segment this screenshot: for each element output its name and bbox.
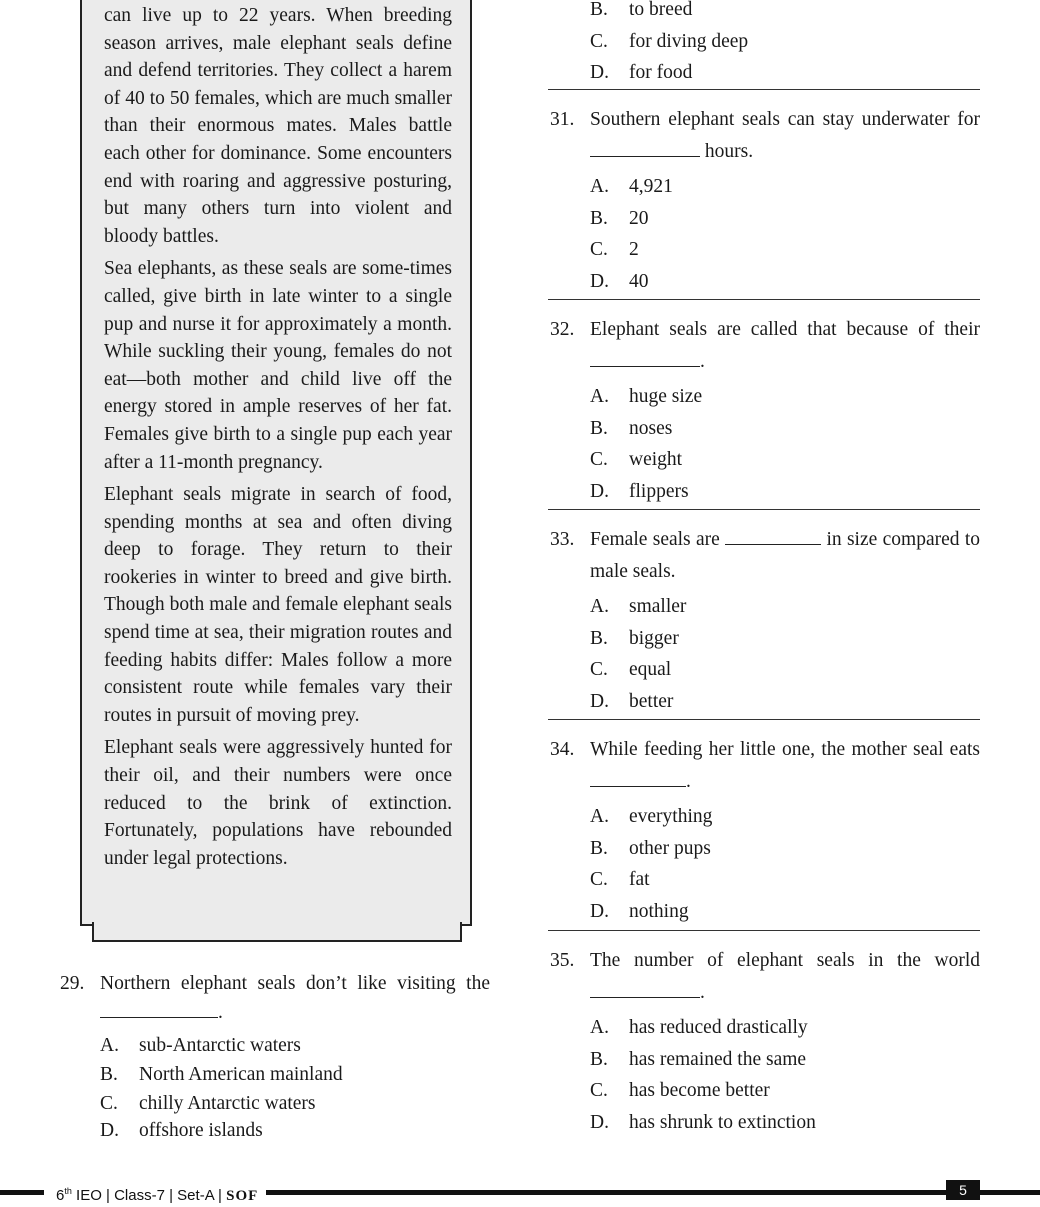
option-d[interactable]: D. nothing	[590, 900, 689, 922]
stem-text: The number of elephant seals in the world	[590, 950, 980, 971]
question-33	[550, 524, 980, 717]
option-c[interactable]: C. equal	[590, 659, 672, 681]
options-list	[100, 1031, 490, 1144]
options-list	[590, 0, 980, 89]
stem-text: Elephant seals are called that because of their	[590, 319, 980, 340]
answer-blank	[590, 142, 700, 157]
option-d[interactable]: D. for food	[590, 62, 693, 84]
question-divider	[548, 509, 980, 510]
answer-blank	[100, 1003, 218, 1018]
answer-blank	[590, 983, 700, 998]
option-b[interactable]: B. bigger	[590, 627, 679, 649]
question-stem	[550, 104, 980, 167]
option-a[interactable]: A. sub-Antarctic waters	[100, 1035, 301, 1056]
answer-blank	[725, 530, 821, 545]
option-c[interactable]: C. fat	[590, 869, 650, 891]
question-stem	[550, 945, 980, 1008]
option-c[interactable]: C. 2	[590, 239, 639, 261]
option-b[interactable]: B. has remained the same	[590, 1048, 807, 1070]
footer-text: IEO | Class-7 | Set-A |	[76, 1187, 222, 1204]
options-list	[590, 801, 980, 927]
passage-text	[104, 2, 452, 877]
question-29	[60, 969, 490, 1144]
question-number: 35.	[550, 950, 575, 971]
option-c[interactable]: C. for diving deep	[590, 30, 749, 52]
question-number: 29.	[60, 973, 85, 994]
question-divider	[548, 299, 980, 300]
question-number: 33.	[550, 529, 575, 550]
options-list	[590, 171, 980, 297]
option-d[interactable]: D. has shrunk to extinction	[590, 1111, 816, 1133]
question-35	[550, 945, 980, 1138]
footer-label	[44, 1180, 266, 1207]
olympiad-suffix: th	[64, 1186, 72, 1196]
option-a[interactable]: A. has reduced drastically	[590, 1017, 808, 1038]
stem-text: .	[700, 981, 705, 1003]
passage-paragraph: Elephant seals migrate in search of food, spending months at sea and often diving deep to forage. They return to their rookeries in winter to breed and give birth. Though both male and female elephant seals spend time at sea, their migration routes and feeding habits differ: Males follow a more consistent route while females vary their routes in pursuit of moving prey.	[104, 484, 452, 726]
question-stem	[60, 969, 490, 1027]
page-number: 5	[946, 1180, 980, 1200]
stem-text: Southern elephant seals can stay underwater for	[590, 109, 980, 130]
stem-text: .	[686, 770, 691, 792]
question-stem	[550, 524, 980, 587]
question-31	[550, 104, 980, 297]
option-b[interactable]: B. 20	[590, 207, 649, 229]
option-a[interactable]: A. 4,921	[590, 176, 673, 197]
passage-paragraph: Elephant seals were aggressively hunted for their oil, and their numbers were once reduced to the brink of extinction. Fortunately, populations have rebounded under legal protections.	[104, 737, 452, 869]
stem-text: in size compared to male seals.	[590, 529, 981, 582]
question-number: 32.	[550, 319, 575, 340]
option-b[interactable]: B. other pups	[590, 837, 711, 859]
olympiad-number: 6	[56, 1187, 65, 1204]
question-number: 31.	[550, 109, 575, 130]
option-d[interactable]: D. better	[590, 690, 674, 712]
sof-logo: SOF	[226, 1188, 259, 1204]
passage-box-tab	[92, 922, 462, 942]
option-b[interactable]: B. North American mainland	[100, 1064, 343, 1085]
options-list	[590, 591, 980, 717]
answer-blank	[590, 352, 700, 367]
option-d[interactable]: D. offshore islands	[100, 1120, 263, 1141]
question-32	[550, 314, 980, 507]
question-number: 34.	[550, 739, 575, 760]
option-a[interactable]: A. everything	[590, 806, 713, 827]
stem-text: Northern elephant seals don’t like visiting the	[100, 973, 490, 994]
stem-text: hours.	[704, 140, 754, 162]
option-a[interactable]: A. smaller	[590, 596, 687, 617]
question-divider	[548, 930, 980, 931]
answer-blank	[590, 772, 686, 787]
passage-paragraph: can live up to 22 years. When breeding season arrives, male elephant seals define and defend territories. They collect a harem of 40 to 50 females, which are much smaller than their enormous mates. Males battle each other for dominance. Some encounters end with roaring and aggressive posturing, but many others turn into violent and bloody battles.	[104, 5, 452, 247]
option-c[interactable]: C. has become better	[590, 1080, 770, 1102]
option-c[interactable]: C. chilly Antarctic waters	[100, 1093, 316, 1114]
question-34	[550, 734, 980, 927]
option-b[interactable]: B. to breed	[590, 0, 693, 20]
question-stem	[550, 314, 980, 377]
question-divider	[548, 719, 980, 720]
option-d[interactable]: D. flippers	[590, 480, 689, 502]
stem-text: .	[218, 1002, 223, 1023]
stem-text: Female seals are	[590, 529, 720, 550]
option-d[interactable]: D. 40	[590, 270, 649, 292]
passage-paragraph: Sea elephants, as these seals are some-times called, give birth in late winter to a single pup and nurse it for approximately a month. While suckling their young, females do not eat—both mother and child live off the energy stored in ample reserves of her fat. Females give birth to a single pup each year after a 11-month pregnancy.	[104, 258, 452, 473]
question-stem	[550, 734, 980, 797]
option-b[interactable]: B. noses	[590, 417, 673, 439]
stem-text: While feeding her little one, the mother seal eats	[590, 739, 980, 760]
stem-text: .	[700, 350, 705, 372]
option-c[interactable]: C. weight	[590, 449, 683, 471]
question-divider	[548, 89, 980, 90]
question-30-options	[550, 0, 980, 89]
options-list	[590, 381, 980, 507]
option-a[interactable]: A. huge size	[590, 386, 703, 407]
options-list	[590, 1012, 980, 1138]
